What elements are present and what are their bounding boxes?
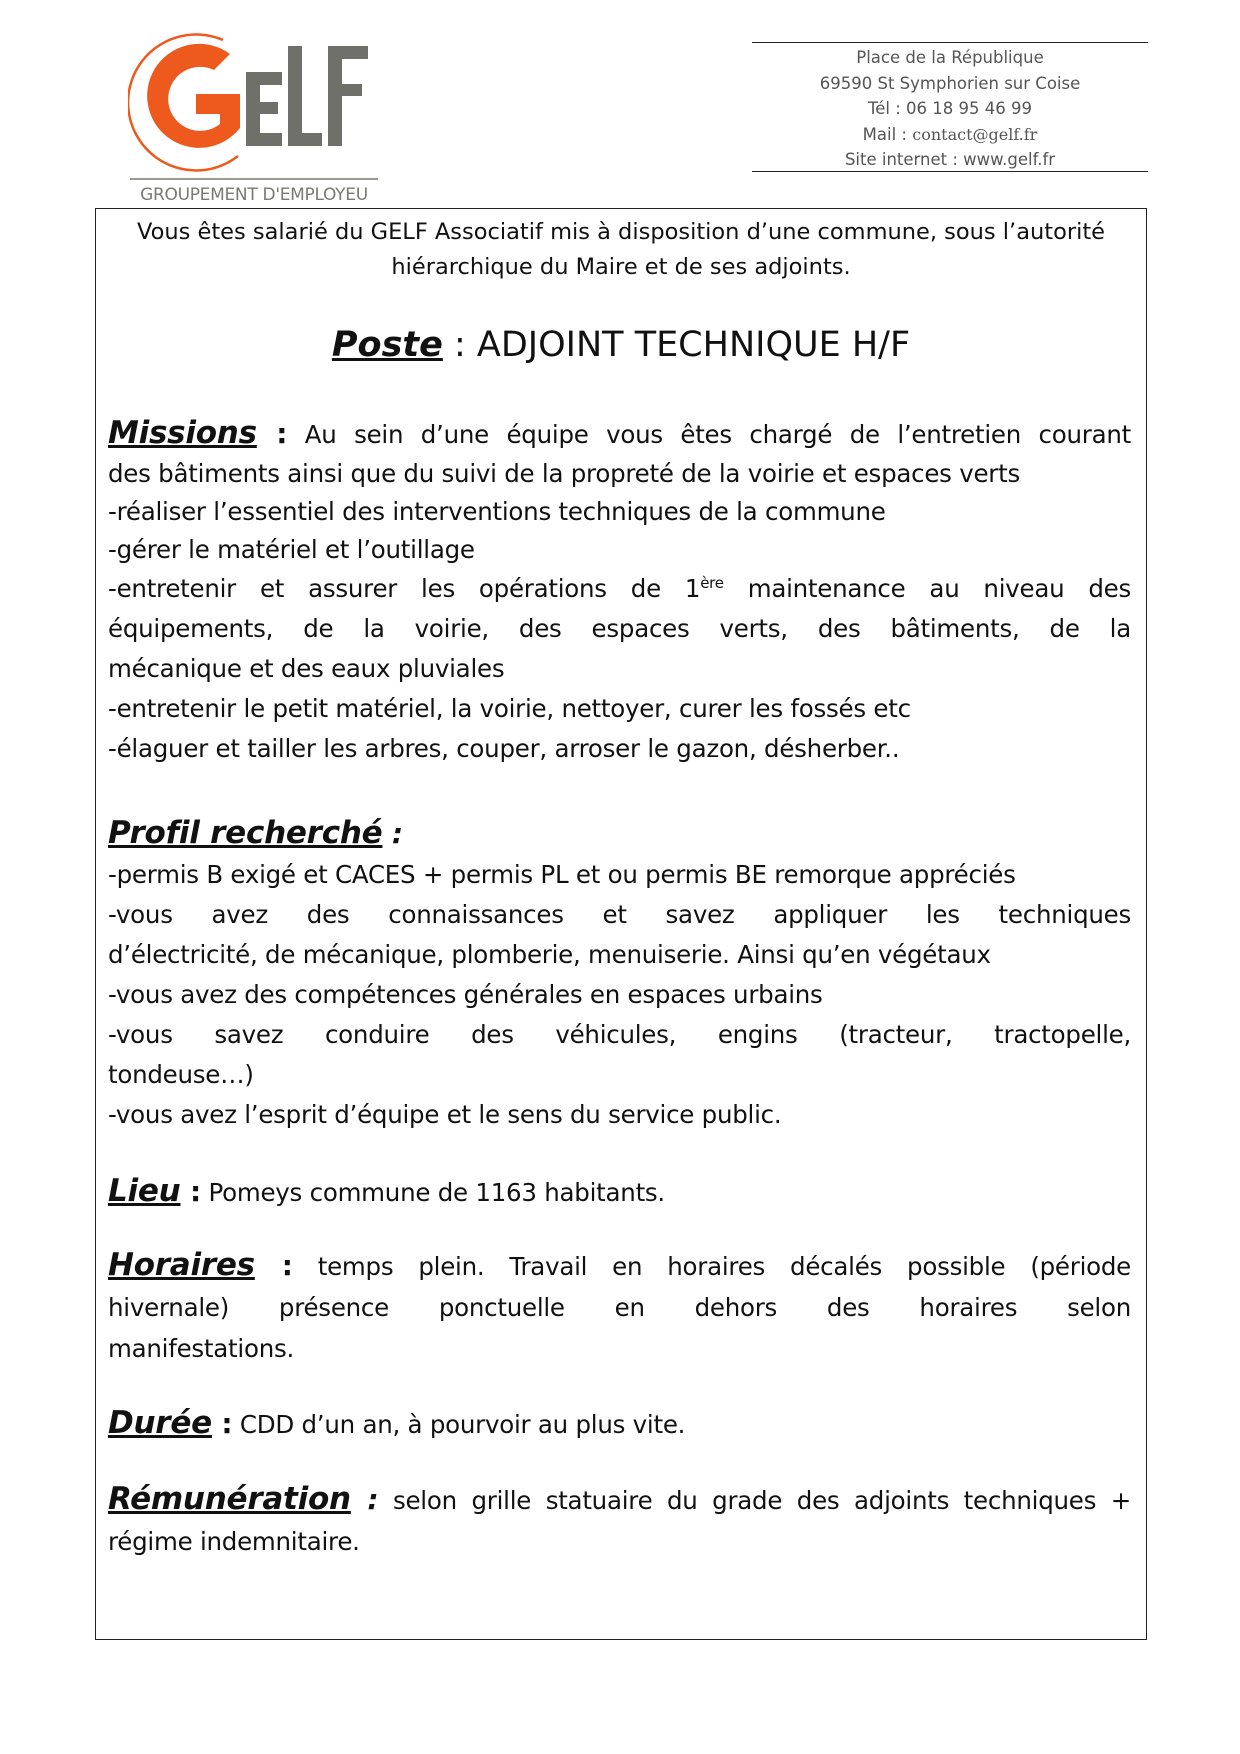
address-website[interactable]: Site internet : www.gelf.fr bbox=[844, 150, 1056, 169]
lieu-heading: Lieu bbox=[108, 1173, 181, 1209]
profil-section: Profil recherché : -permis B exigé et CACES + permis PL et ou permis BE remorque appréciés -vous avez des connaissances et savez appliquer les techniques d’électricité, de mécanique, plomberie, menuiserie. Ainsi qu’en végétaux -vous avez des compétences générales en espaces urbains -vous savez conduire des véhicules, engins (tracteur, tractopelle, tondeuse…) -vous avez l’esprit d’équipe et le sens du service public. bbox=[108, 813, 1131, 1135]
profil-line-3: d’électricité, de mécanique, plomberie, menuiserie. Ainsi qu’en végétaux bbox=[108, 940, 991, 969]
duree-section: Durée : CDD d’un an, à pourvoir au plus vite. bbox=[108, 1405, 686, 1441]
lieu-text: Pomeys commune de 1163 habitants. bbox=[200, 1178, 665, 1207]
gelf-logo bbox=[128, 28, 380, 208]
duree-text: CDD d’un an, à pourvoir au plus vite. bbox=[232, 1410, 686, 1439]
profil-line-6: tondeuse…) bbox=[108, 1060, 254, 1089]
logo-divider bbox=[130, 178, 378, 180]
missions-line-4: -gérer le matériel et l’outillage bbox=[108, 535, 475, 564]
intro-line-2: hiérarchique du Maire et de ses adjoints. bbox=[391, 254, 851, 280]
address-city: 69590 St Symphorien sur Coise bbox=[819, 73, 1081, 93]
horaires-heading: Horaires bbox=[108, 1247, 255, 1283]
lieu-section: Lieu : Pomeys commune de 1163 habitants. bbox=[108, 1173, 665, 1209]
address-phone: Tél : 06 18 95 46 99 bbox=[867, 99, 1033, 118]
address-street: Place de la République bbox=[856, 48, 1044, 67]
profil-line-7: -vous avez l’esprit d’équipe et le sens du service public. bbox=[108, 1100, 782, 1129]
horaires-line-1: temps plein. Travail en horaires décalés possible (période bbox=[292, 1252, 1132, 1281]
profil-line-1: -permis B exigé et CACES + permis PL et ou permis BE remorque appréciés bbox=[108, 860, 1016, 889]
intro-line-1: Vous êtes salarié du GELF Associatif mis à disposition d’une commune, sous l’autorité bbox=[136, 219, 1106, 245]
profil-line-5: -vous savez conduire des véhicules, engins (tracteur, tractopelle, bbox=[108, 1020, 1131, 1049]
remuneration-line-1: selon grille statuaire du grade des adjoints techniques + bbox=[378, 1486, 1131, 1515]
remuneration-line-2: régime indemnitaire. bbox=[108, 1527, 360, 1556]
title-label: Poste bbox=[331, 325, 443, 365]
remuneration-heading: Rémunération bbox=[108, 1481, 351, 1517]
horaires-section: Horaires : temps plein. Travail en horaires décalés possible (période hivernale) présence ponctuelle en dehors des horaires selon manifestations. bbox=[108, 1245, 1131, 1369]
title-value: : ADJOINT TECHNIQUE H/F bbox=[442, 325, 911, 365]
remuneration-section: Rémunération : selon grille statuaire du grade des adjoints techniques + régime indemnitaire. bbox=[108, 1479, 1131, 1562]
missions-heading: Missions bbox=[108, 415, 257, 451]
horaires-line-3: manifestations. bbox=[108, 1334, 295, 1363]
profil-line-2: -vous avez des connaissances et savez appliquer les techniques bbox=[108, 900, 1131, 929]
address-mail-value[interactable]: contact@gelf.fr bbox=[912, 124, 1038, 144]
address-mail-label: Mail : bbox=[862, 124, 913, 144]
intro-text bbox=[96, 215, 1146, 285]
missions-line-1: Au sein d’une équipe vous êtes chargé de l’entretien courant bbox=[287, 420, 1131, 449]
missions-line-5: -entretenir et assurer les opérations de 1ère maintenance au niveau des bbox=[108, 573, 1131, 603]
missions-section: Missions : Au sein d’une équipe vous êtes chargé de l’entretien courant des bâtiments ainsi que du suivi de la propreté de la voirie et espaces verts -réaliser l’essentiel des interventions techniques de la commune -gérer le matériel et l’outillage -entretenir et assurer les opérations de 1ère maintenance au niveau des équipements, de la voirie, des espaces verts, des bâtiments, de la mécanique et des eaux pluviales -entretenir le petit matériel, la voirie, nettoyer, curer les fossés etc -élaguer et tailler les arbres, couper, arroser le gazon, désherber.. bbox=[108, 413, 1131, 769]
page-title bbox=[96, 325, 1146, 365]
profil-line-4: -vous avez des compétences générales en espaces urbains bbox=[108, 980, 823, 1009]
address-block bbox=[752, 42, 1148, 172]
missions-line-7: mécanique et des eaux pluviales bbox=[108, 654, 505, 683]
job-offer-frame bbox=[95, 208, 1147, 1640]
logo-subtitle: GROUPEMENT D'EMPLOYEU bbox=[140, 185, 368, 205]
duree-heading: Durée bbox=[108, 1405, 212, 1441]
missions-line-2: des bâtiments ainsi que du suivi de la propreté de la voirie et espaces verts bbox=[108, 459, 1021, 488]
missions-line-6: équipements, de la voirie, des espaces verts, des bâtiments, de la bbox=[108, 614, 1131, 643]
profil-heading: Profil recherché bbox=[108, 815, 383, 851]
missions-line-9: -élaguer et tailler les arbres, couper, arroser le gazon, désherber.. bbox=[108, 734, 900, 763]
address-mail bbox=[752, 122, 1148, 148]
missions-line-3: -réaliser l’essentiel des interventions techniques de la commune bbox=[108, 497, 886, 526]
gelf-logo-graphic bbox=[128, 28, 380, 178]
missions-line-8: -entretenir le petit matériel, la voirie, nettoyer, curer les fossés etc bbox=[108, 694, 911, 723]
horaires-line-2: hivernale) présence ponctuelle en dehors des horaires selon bbox=[108, 1293, 1131, 1322]
